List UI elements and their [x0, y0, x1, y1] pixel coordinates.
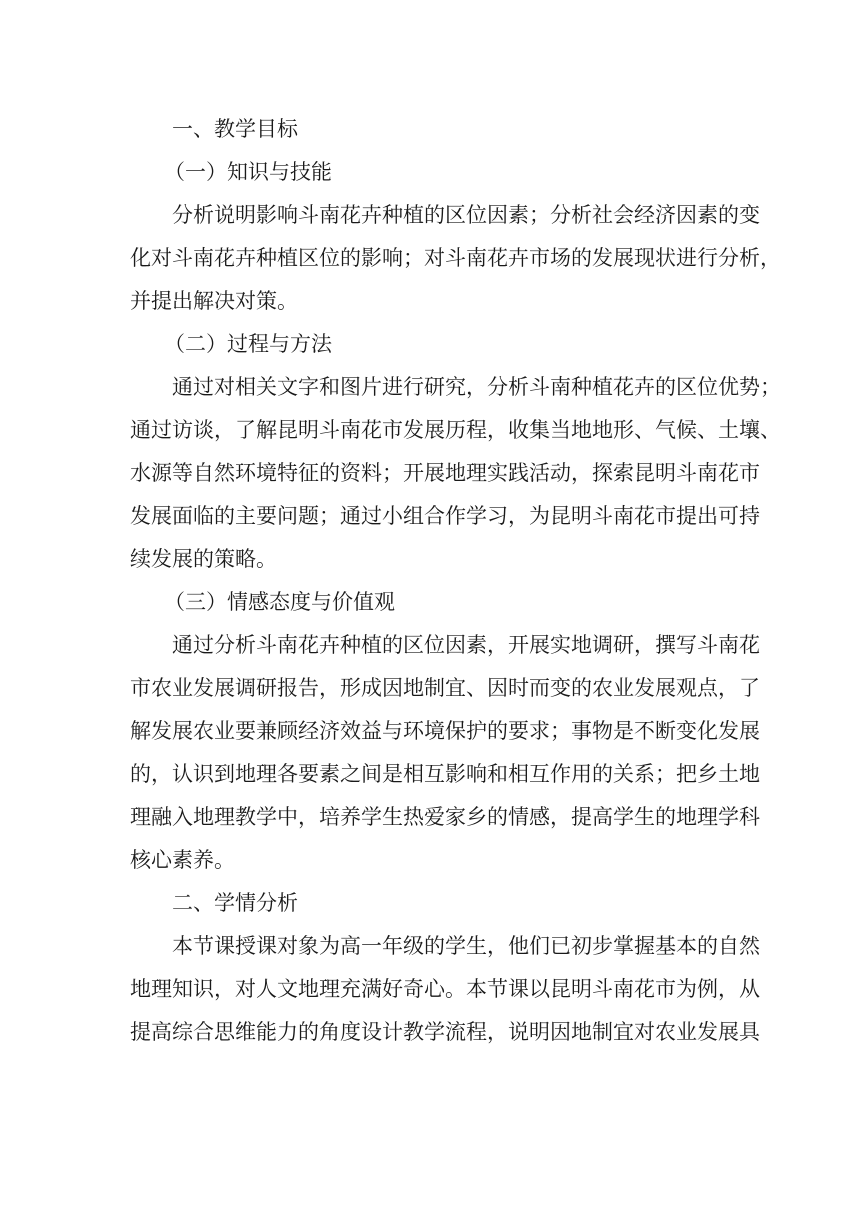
heading-analysis: 二、学情分析	[172, 891, 298, 915]
paragraph-line: 地理知识，对人文地理充满好奇心。本节课以昆明斗南花市为例，从	[130, 977, 760, 1001]
paragraph-process	[130, 366, 781, 581]
paragraph-line: 通过访谈，了解昆明斗南花市发展历程，收集当地地形、气候、土壤、	[130, 418, 781, 442]
paragraph-attitude	[130, 624, 760, 882]
subheading-process: （二）过程与方法	[164, 332, 332, 356]
paragraph-line: 市农业发展调研报告，形成因地制宜、因时而变的农业发展观点，了	[130, 676, 760, 700]
subheading-knowledge: （一）知识与技能	[164, 160, 332, 184]
paragraph-line: 通过分析斗南花卉种植的区位因素，开展实地调研，撰写斗南花	[172, 633, 760, 657]
paragraph-line: 化对斗南花卉种植区位的影响；对斗南花卉市场的发展现状进行分析，	[130, 246, 781, 270]
paragraph-line: 水源等自然环境特征的资料；开展地理实践活动，探索昆明斗南花市	[130, 461, 760, 485]
paragraph-line: 通过对相关文字和图片进行研究，分析斗南种植花卉的区位优势；	[172, 375, 781, 399]
paragraph-line: 核心素养。	[130, 848, 235, 872]
paragraph-line: 续发展的策略。	[130, 547, 277, 571]
heading-objectives: 一、教学目标	[172, 117, 298, 141]
paragraph-line: 提高综合思维能力的角度设计教学流程，说明因地制宜对农业发展具	[130, 1020, 760, 1044]
paragraph-line: 分析说明影响斗南花卉种植的区位因素；分析社会经济因素的变	[172, 203, 760, 227]
paragraph-knowledge	[130, 194, 781, 323]
paragraph-line: 的，认识到地理各要素之间是相互影响和相互作用的关系；把乡土地	[130, 762, 760, 786]
paragraph-line: 解发展农业要兼顾经济效益与环境保护的要求；事物是不断变化发展	[130, 719, 760, 743]
subheading-attitude: （三）情感态度与价值观	[164, 590, 395, 614]
paragraph-line: 理融入地理教学中，培养学生热爱家乡的情感，提高学生的地理学科	[130, 805, 760, 829]
paragraph-analysis	[130, 925, 760, 1054]
paragraph-line: 发展面临的主要问题；通过小组合作学习，为昆明斗南花市提出可持	[130, 504, 760, 528]
paragraph-line: 本节课授课对象为高一年级的学生，他们已初步掌握基本的自然	[172, 934, 760, 958]
document-body	[130, 108, 781, 1054]
paragraph-line: 并提出解决对策。	[130, 289, 298, 313]
